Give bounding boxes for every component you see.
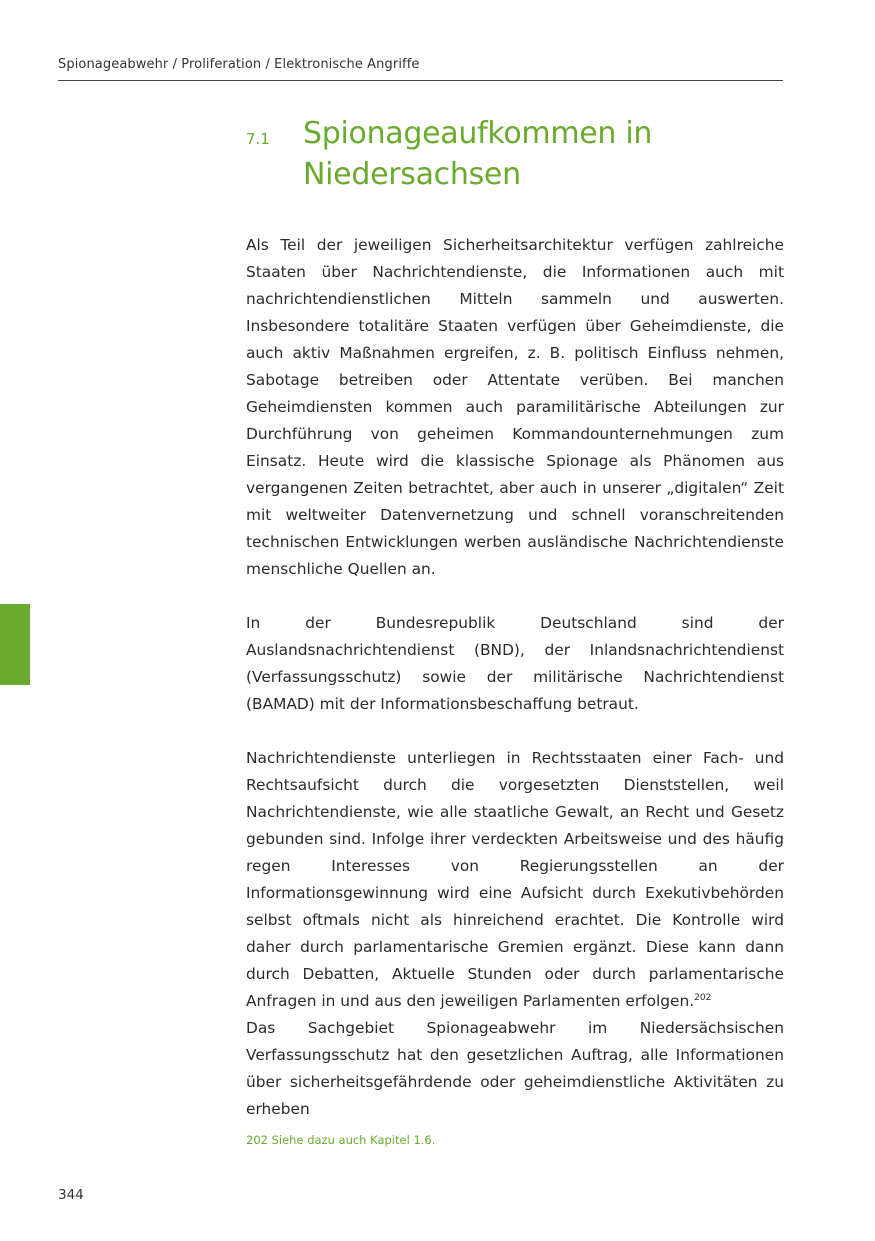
paragraph-3 [246,745,784,1015]
page-number: 344 [58,1187,84,1203]
body-text [246,232,784,1123]
paragraph-1: Als Teil der jeweiligen Sicherheitsarchitektur verfügen zahlreiche Staaten über Nachrichtendienste, die Informationen auch mit nachrichtendienstlichen Mitteln sammeln und auswerten. Insbesondere totalitäre Staaten verfügen über Geheimdienste, die auch aktiv Maßnahmen ergreifen, z. B. politisch Einfluss nehmen, Sabotage betreiben oder Attentate verüben. Bei manchen Geheimdiensten kommen auch paramilitärische Abteilungen zur Durchführung von geheimen Kommandounternehmungen zum Einsatz. Heute wird die klassische Spionage als Phänomen aus vergangenen Zeiten betrachtet, aber auch in unserer „digitalen“ Zeit mit weltweiter Datenvernetzung und schnell voranschreitenden technischen Entwicklungen werben ausländische Nachrichtendienste menschliche Quellen an. [246,236,784,578]
paragraph-2: In der Bundesrepublik Deutschland sind der Auslandsnachrichtendienst (BND), der Inlandsnachrichtendienst (Verfassungsschutz) sowie der militärische Nachrichtendienst (BAMAD) mit der Informationsbeschaffung betraut. [246,614,784,713]
section-number: 7.1 [246,130,270,148]
footnote: 202 Siehe dazu auch Kapitel 1.6. [246,1133,436,1147]
paragraph-3-text: Nachrichtendienste unterliegen in Rechtsstaaten einer Fach- und Rechtsaufsicht durch die vorgesetzten Dienststellen, weil Nachrichtendienste, wie alle staatliche Gewalt, an Recht und Gesetz gebunden sind. Infolge ihrer verdeckten Arbeitsweise und des häufig regen Interesses von Regierungsstellen an der Informationsgewinnung wird eine Aufsicht durch Exekutivbehörden selbst oftmals nicht als hinreichend erachtet. Die Kontrolle wird daher durch parlamentarische Gremien ergänzt. Diese kann dann durch Debatten, Aktuelle Stunden oder durch parlamentarische Anfragen in und aus den jeweiligen Parlamenten erfolgen. [246,749,784,1010]
running-header: Spionageabwehr / Proliferation / Elektronische Angriffe [58,57,420,72]
paragraph-4: Das Sachgebiet Spionageabwehr im Niedersächsischen Verfassungsschutz hat den gesetzlichen Auftrag, alle Informationen über sicherheitsgefährdende oder geheimdienstliche Aktivitäten zu erheben [246,1019,784,1118]
header-divider [58,80,783,81]
section-title: Spionageaufkommen in Niedersachsen [303,116,653,192]
footnote-reference: 202 [694,992,712,1003]
chapter-side-tab [0,604,30,685]
